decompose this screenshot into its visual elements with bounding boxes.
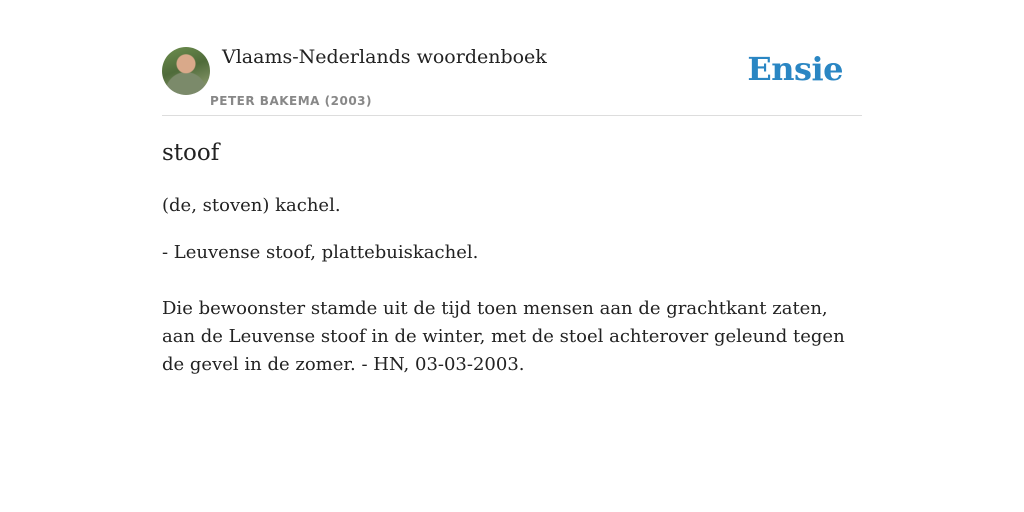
- entry-example: - Leuvense stoof, plattebuiskachel.: [162, 242, 479, 263]
- author-name[interactable]: PETER BAKEMA (2003): [210, 94, 372, 108]
- entry-citation: Die bewoonster stamde uit de tijd toen mensen aan de grachtkant zaten, aan de Leuvense stoof in de winter, met de stoel achterover geleund tegen de gevel in de zomer. - HN, 03-03-2003.: [162, 298, 845, 375]
- entry-header: [162, 0, 862, 116]
- brand-logo[interactable]: Ensie: [747, 50, 843, 88]
- entry-definition: (de, stoven) kachel.: [162, 195, 341, 216]
- entry-word: stoof: [162, 140, 220, 166]
- dictionary-title[interactable]: Vlaams-Nederlands woordenboek: [222, 46, 547, 68]
- entry-card: [162, 0, 862, 375]
- author-avatar[interactable]: [162, 47, 210, 95]
